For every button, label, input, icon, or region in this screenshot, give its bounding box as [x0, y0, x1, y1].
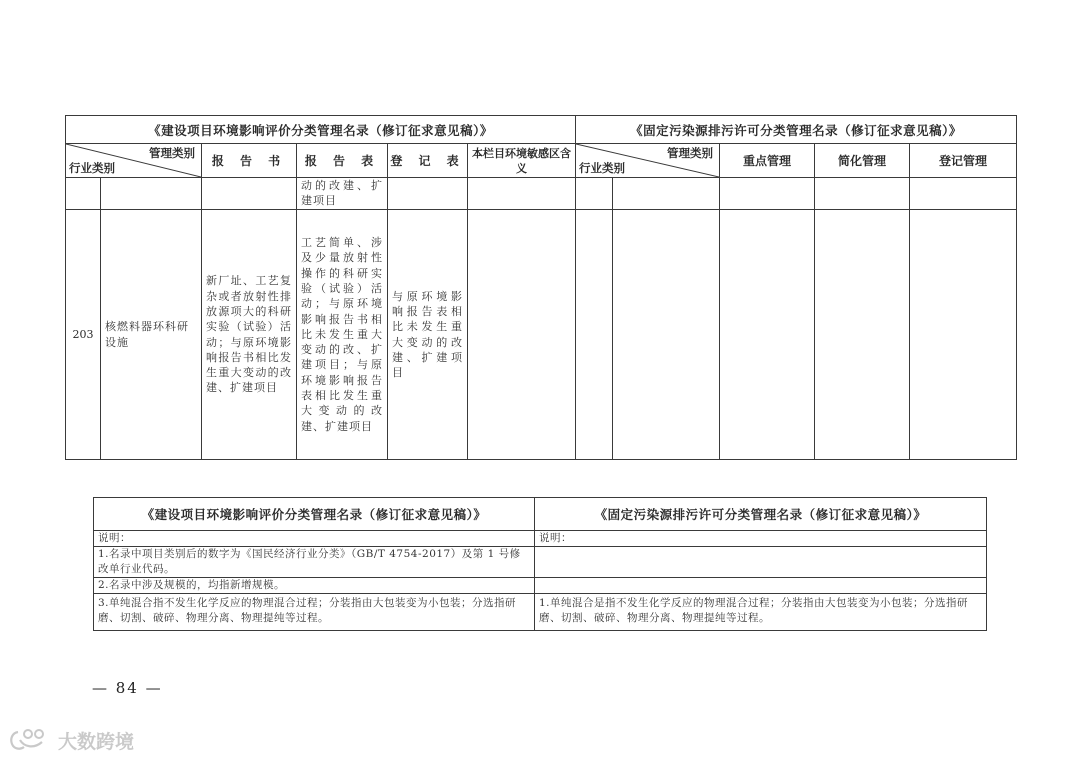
table-row — [66, 178, 1017, 210]
note-item: 1.单纯混合是指不发生化学反应的物理混合过程；分装指由大包装变为小包装；分选指研磨、切割、破碎、物理分离、物理提纯等过程。 — [535, 594, 987, 631]
header-registration-management: 登记管理 — [910, 144, 1017, 178]
diag-management-category: 管理类别 — [667, 146, 714, 160]
watermark-logo-icon — [8, 727, 54, 753]
left-diagonal-header — [66, 144, 202, 178]
table-row — [94, 531, 987, 547]
table-row — [94, 547, 987, 578]
header-simplified-management: 简化管理 — [815, 144, 910, 178]
continued-report-form-cell: 动的改建、扩建项目 — [297, 178, 388, 210]
sensitive-area-cell — [468, 210, 576, 460]
notes-label: 说明： — [535, 531, 987, 547]
notes-table — [93, 497, 987, 631]
classification-table — [65, 115, 1017, 460]
eia-catalog-title: 《建设项目环境影响评价分类管理名录（修订征求意见稿）》 — [66, 116, 576, 144]
watermark-text: 大数跨境 — [58, 730, 135, 753]
header-report-form: 报 告 表 — [297, 144, 388, 178]
permit-catalog-title: 《固定污染源排污许可分类管理名录（修订征求意见稿）》 — [576, 116, 1017, 144]
note-item — [535, 547, 987, 578]
report-book-cell: 新厂址、工艺复杂或者放射性排放源项大的科研实验（试验）活动；与原环境影响报告书相比发生重大变动的改建、扩建项目 — [202, 210, 297, 460]
table-row — [66, 210, 1017, 460]
table-row — [94, 578, 987, 594]
watermark — [8, 726, 134, 754]
note-item: 1.名录中项目类别后的数字为《国民经济行业分类》（GB/T 4754-2017）及第 1 号修改单行业代码。 — [94, 547, 535, 578]
header-registration-form: 登 记 表 — [388, 144, 468, 178]
row-number: 203 — [66, 210, 101, 460]
report-form-cell: 工艺简单、涉及少量放射性操作的科研实验（试验）活动；与原环境影响报告书相比未发生重大变动的改、扩建项目；与原环境影响报告表相比发生重大变动的改建、扩建项目 — [297, 210, 388, 460]
diag-industry-category: 行业类别 — [69, 161, 115, 175]
notes-label: 说明： — [94, 531, 535, 547]
note-item: 2.名录中涉及规模的，均指新增规模。 — [94, 578, 535, 594]
header-report-book: 报 告 书 — [202, 144, 297, 178]
table-row — [94, 594, 987, 631]
right-diagonal-header — [576, 144, 720, 178]
industry-category-cell: 核燃料器环科研设施 — [101, 210, 202, 460]
header-sensitive-area: 本栏目环境敏感区含义 — [468, 144, 576, 178]
eia-catalog-title: 《建设项目环境影响评价分类管理名录（修订征求意见稿）》 — [94, 498, 535, 531]
diag-management-category: 管理类别 — [149, 146, 195, 160]
page-number: — 84 — — [92, 679, 163, 697]
permit-catalog-title: 《固定污染源排污许可分类管理名录（修订征求意见稿）》 — [535, 498, 987, 531]
note-item: 3.单纯混合指不发生化学反应的物理混合过程；分装指由大包装变为小包装；分选指研磨、切割、破碎、物理分离、物理提纯等过程。 — [94, 594, 535, 631]
header-key-management: 重点管理 — [720, 144, 815, 178]
note-item — [535, 578, 987, 594]
diag-industry-category: 行业类别 — [579, 161, 626, 175]
registration-form-cell: 与原环境影响报告表相比未发生重大变动的改建、扩建项目 — [388, 210, 468, 460]
